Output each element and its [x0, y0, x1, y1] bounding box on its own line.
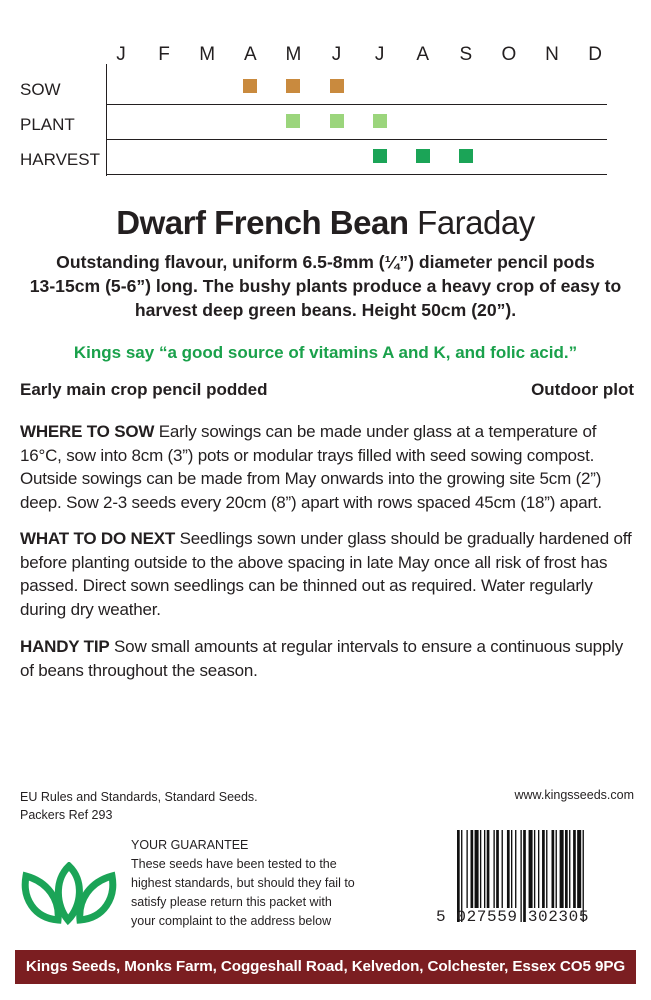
section-where-to-sow	[20, 420, 635, 514]
month-label: A	[416, 44, 430, 65]
product-name: Dwarf French Bean	[116, 204, 409, 241]
month-label: M	[199, 44, 216, 65]
guarantee-line: satisfy please return this packet with	[131, 895, 332, 909]
month-label: S	[459, 44, 473, 65]
month-label: F	[158, 44, 170, 65]
calendar-axis	[106, 64, 107, 176]
packers-ref: Packers Ref 293	[20, 808, 113, 822]
month-label: A	[243, 44, 257, 65]
product-variety: Faraday	[417, 204, 535, 241]
calendar-cell-harvest	[459, 149, 473, 163]
eu-rules-text: EU Rules and Standards, Standard Seeds.	[20, 790, 258, 804]
section-text: Early sowings can be made under glass at a temperature of 16°C, sow into 8cm (3”) pots or modular trays filled with seed sowing compost. Outside sowings can be made from May onwards into the growing site 5cm (2”) deep. Sow 2-3 seeds every 20cm (8”) apart with rows spaced 45cm (18”) apart.	[20, 422, 602, 512]
product-title	[0, 204, 651, 242]
product-description	[20, 250, 631, 322]
section-text: Sow small amounts at regular intervals to ensure a continuous supply of beans throughout the season.	[20, 637, 623, 680]
description-line: Outstanding flavour, uniform 6.5-8mm (¼”) diameter pencil pods	[56, 252, 595, 272]
calendar-cell-sow	[243, 79, 257, 93]
section-text: Seedlings sown under glass should be gradually hardened off before planting outside to the above spacing in late May once all risk of frost has passed. Direct sown seedlings can be thinned out as required. Water regularly during dry weather.	[20, 529, 632, 619]
row-label-plant: PLANT	[20, 115, 75, 134]
month-label: J	[331, 44, 342, 65]
month-label: D	[588, 44, 602, 65]
website-link[interactable]: www.kingsseeds.com	[514, 788, 634, 802]
month-label: M	[285, 44, 302, 65]
calendar-cell-plant	[373, 114, 387, 128]
kings-leaf-logo-icon	[18, 862, 118, 926]
growing-location: Outdoor plot	[531, 380, 634, 399]
guarantee-line: These seeds have been tested to the	[131, 857, 337, 871]
calendar-cell-sow	[330, 79, 344, 93]
guarantee-line: highest standards, but should they fail to	[131, 876, 355, 890]
guarantee-heading: YOUR GUARANTEE	[131, 838, 249, 852]
calendar-cell-sow	[286, 79, 300, 93]
regulatory-info	[20, 788, 258, 824]
crop-type: Early main crop pencil podded	[20, 380, 268, 399]
address-bar: Kings Seeds, Monks Farm, Coggeshall Road, Kelvedon, Colchester, Essex CO5 9PG	[15, 950, 636, 984]
month-label: J	[374, 44, 385, 65]
month-label: N	[545, 44, 559, 65]
section-handy-tip	[20, 635, 635, 682]
month-label: J	[116, 44, 126, 65]
guarantee-block	[131, 836, 411, 931]
section-heading: HANDY TIP	[20, 637, 110, 656]
kings-quote: Kings say “a good source of vitamins A and K, and folic acid.”	[73, 343, 578, 362]
section-heading: WHERE TO SOW	[20, 422, 155, 441]
month-label: O	[501, 44, 517, 65]
calendar-cell-plant	[330, 114, 344, 128]
row-divider	[106, 139, 607, 140]
section-heading: WHAT TO DO NEXT	[20, 529, 176, 548]
calendar-cell-plant	[286, 114, 300, 128]
guarantee-line: your complaint to the address below	[131, 914, 332, 928]
section-what-to-do-next	[20, 527, 635, 621]
barcode-number: 5 027559 302305	[436, 908, 590, 926]
calendar-cell-harvest	[416, 149, 430, 163]
row-label-sow: SOW	[20, 80, 61, 99]
description-line: 13-15cm (5-6”) long. The bushy plants produce a heavy crop of easy to	[29, 276, 622, 296]
calendar-cell-harvest	[373, 149, 387, 163]
sowing-calendar	[0, 0, 651, 180]
row-divider	[106, 104, 607, 105]
row-divider	[106, 174, 607, 175]
row-label-harvest: HARVEST	[20, 150, 100, 169]
description-line: harvest deep green beans. Height 50cm (20”).	[134, 300, 517, 320]
